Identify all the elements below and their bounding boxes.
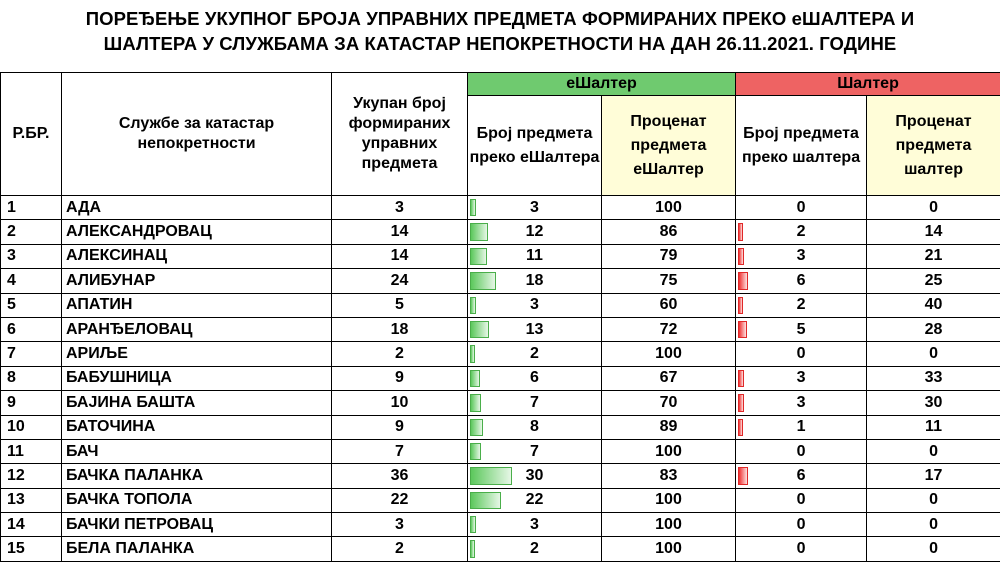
cell-total: 14 — [332, 220, 468, 244]
cell-value: 2 — [796, 223, 806, 241]
cell-rb: 7 — [1, 342, 62, 366]
cell-esh-count — [468, 317, 602, 341]
cell-value: 30 — [525, 466, 544, 484]
shalter-data-bar — [738, 297, 743, 314]
cell-esh-count — [468, 513, 602, 537]
cell-esh-pct: 100 — [602, 513, 736, 537]
cell-sh-count — [736, 317, 867, 341]
cell-sh-pct: 0 — [867, 537, 1000, 561]
cell-total: 22 — [332, 488, 468, 512]
cell-rb: 5 — [1, 293, 62, 317]
cell-esh-pct: 100 — [602, 537, 736, 561]
table-row — [1, 196, 1000, 220]
table-row — [1, 293, 1000, 317]
cell-esh-pct: 86 — [602, 220, 736, 244]
cell-office-name: БАБУШНИЦА — [62, 366, 332, 390]
cell-esh-count — [468, 196, 602, 220]
table-row — [1, 391, 1000, 415]
header-esh-count: Број предмета преко еШалтера — [468, 96, 602, 196]
cell-sh-count — [736, 415, 867, 439]
shalter-data-bar — [738, 321, 747, 338]
cell-office-name: АРИЉЕ — [62, 342, 332, 366]
cell-rb: 3 — [1, 244, 62, 268]
cell-value: 6 — [796, 466, 806, 484]
cell-rb: 14 — [1, 513, 62, 537]
cell-value: 3 — [530, 198, 539, 216]
cell-esh-count — [468, 269, 602, 293]
header-total: Укупан број формираних управних предмета — [332, 73, 468, 196]
cell-value: 22 — [525, 491, 544, 509]
table-row — [1, 513, 1000, 537]
header-office: Службе за катастар непокретности — [62, 73, 332, 196]
cell-esh-count — [468, 220, 602, 244]
cell-rb: 6 — [1, 317, 62, 341]
cell-office-name: БАЈИНА БАШТА — [62, 391, 332, 415]
cell-value: 8 — [530, 418, 539, 436]
cell-esh-count — [468, 537, 602, 561]
eshalter-data-bar — [470, 540, 475, 557]
header-shalter-group: Шалтер — [736, 73, 1000, 96]
cell-sh-count — [736, 269, 867, 293]
table-row — [1, 244, 1000, 268]
cell-sh-pct: 0 — [867, 196, 1000, 220]
cell-esh-pct: 100 — [602, 196, 736, 220]
cell-esh-count — [468, 488, 602, 512]
cell-total: 36 — [332, 464, 468, 488]
cell-total: 3 — [332, 513, 468, 537]
cell-rb: 10 — [1, 415, 62, 439]
eshalter-data-bar — [470, 248, 487, 265]
table-row — [1, 366, 1000, 390]
cell-sh-count — [736, 196, 867, 220]
shalter-data-bar — [738, 394, 744, 411]
cell-esh-pct: 67 — [602, 366, 736, 390]
header-eshalter-group: еШалтер — [468, 73, 736, 96]
cell-value: 7 — [530, 393, 539, 411]
table-row — [1, 415, 1000, 439]
cell-rb: 4 — [1, 269, 62, 293]
eshalter-data-bar — [470, 492, 501, 509]
cell-value: 2 — [796, 296, 806, 314]
cell-office-name: БАЧКА ПАЛАНКА — [62, 464, 332, 488]
cell-value: 3 — [796, 369, 806, 387]
cell-total: 18 — [332, 317, 468, 341]
cell-value: 3 — [796, 393, 806, 411]
table-row — [1, 317, 1000, 341]
header-sh-pct: Проценат предмета шалтер — [867, 96, 1000, 196]
cell-esh-pct: 100 — [602, 488, 736, 512]
cell-sh-count — [736, 391, 867, 415]
cell-rb: 11 — [1, 439, 62, 463]
shalter-data-bar — [738, 467, 748, 484]
cell-value: 0 — [796, 540, 806, 558]
cell-value: 7 — [530, 442, 539, 460]
cell-value: 0 — [796, 345, 806, 363]
cell-total: 7 — [332, 439, 468, 463]
cell-total: 5 — [332, 293, 468, 317]
document-title — [0, 6, 1000, 56]
table-row — [1, 220, 1000, 244]
cell-value: 6 — [796, 271, 806, 289]
eshalter-data-bar — [470, 443, 481, 460]
eshalter-data-bar — [470, 297, 476, 314]
cell-office-name: АРАНЂЕЛОВАЦ — [62, 317, 332, 341]
cell-sh-pct: 0 — [867, 439, 1000, 463]
title-line-2: ШАЛТЕРА У СЛУЖБАМА ЗА КАТАСТАР НЕПОКРЕТНОСТИ НА ДАН 26.11.2021. ГОДИНЕ — [103, 33, 897, 54]
cell-sh-pct: 0 — [867, 488, 1000, 512]
cell-sh-pct: 11 — [867, 415, 1000, 439]
cell-value: 0 — [796, 198, 806, 216]
cell-value: 12 — [525, 223, 544, 241]
shalter-data-bar — [738, 419, 743, 436]
eshalter-data-bar — [470, 370, 480, 387]
cell-esh-count — [468, 439, 602, 463]
cell-sh-count — [736, 513, 867, 537]
cell-total: 10 — [332, 391, 468, 415]
cell-value: 1 — [796, 418, 806, 436]
cell-office-name: БЕЛА ПАЛАНКА — [62, 537, 332, 561]
table-row — [1, 488, 1000, 512]
cell-rb: 2 — [1, 220, 62, 244]
cell-sh-count — [736, 464, 867, 488]
eshalter-data-bar — [470, 272, 496, 289]
table-row — [1, 269, 1000, 293]
cell-esh-count — [468, 342, 602, 366]
cell-esh-pct: 60 — [602, 293, 736, 317]
cell-esh-count — [468, 293, 602, 317]
cell-office-name: АЛЕКСИНАЦ — [62, 244, 332, 268]
cell-esh-pct: 89 — [602, 415, 736, 439]
cell-office-name: АЛЕКСАНДРОВАЦ — [62, 220, 332, 244]
shalter-data-bar — [738, 223, 743, 240]
cell-office-name: АПАТИН — [62, 293, 332, 317]
cell-total: 2 — [332, 342, 468, 366]
cell-office-name: АДА — [62, 196, 332, 220]
cell-esh-pct: 75 — [602, 269, 736, 293]
cell-sh-pct: 28 — [867, 317, 1000, 341]
cell-value: 18 — [525, 271, 544, 289]
cell-value: 0 — [796, 491, 806, 509]
cell-office-name: БАЧ — [62, 439, 332, 463]
eshalter-data-bar — [470, 516, 476, 533]
comparison-table — [0, 72, 1000, 562]
cell-sh-count — [736, 342, 867, 366]
table-row — [1, 464, 1000, 488]
table-row — [1, 439, 1000, 463]
header-group-row — [1, 73, 1000, 96]
cell-sh-pct: 0 — [867, 513, 1000, 537]
cell-total: 2 — [332, 537, 468, 561]
cell-esh-count — [468, 366, 602, 390]
cell-sh-count — [736, 366, 867, 390]
cell-esh-pct: 83 — [602, 464, 736, 488]
cell-office-name: БАЧКА ТОПОЛА — [62, 488, 332, 512]
table-row — [1, 342, 1000, 366]
cell-sh-count — [736, 244, 867, 268]
cell-esh-count — [468, 391, 602, 415]
cell-total: 9 — [332, 366, 468, 390]
eshalter-data-bar — [470, 419, 483, 436]
eshalter-data-bar — [470, 223, 488, 240]
cell-sh-pct: 14 — [867, 220, 1000, 244]
cell-total: 3 — [332, 196, 468, 220]
shalter-data-bar — [738, 272, 748, 289]
cell-esh-pct: 100 — [602, 342, 736, 366]
cell-sh-pct: 21 — [867, 244, 1000, 268]
table-row — [1, 537, 1000, 561]
cell-total: 24 — [332, 269, 468, 293]
cell-rb: 13 — [1, 488, 62, 512]
cell-esh-count — [468, 464, 602, 488]
shalter-data-bar — [738, 370, 744, 387]
cell-esh-pct: 72 — [602, 317, 736, 341]
cell-total: 14 — [332, 244, 468, 268]
cell-value: 5 — [796, 320, 806, 338]
cell-sh-count — [736, 488, 867, 512]
cell-sh-count — [736, 537, 867, 561]
cell-value: 0 — [796, 442, 806, 460]
eshalter-data-bar — [470, 467, 512, 484]
cell-value: 11 — [526, 247, 543, 265]
cell-total: 9 — [332, 415, 468, 439]
shalter-data-bar — [738, 248, 744, 265]
cell-esh-pct: 70 — [602, 391, 736, 415]
cell-esh-pct: 100 — [602, 439, 736, 463]
cell-rb: 9 — [1, 391, 62, 415]
cell-sh-pct: 30 — [867, 391, 1000, 415]
cell-value: 3 — [530, 515, 539, 533]
cell-office-name: АЛИБУНАР — [62, 269, 332, 293]
cell-sh-pct: 0 — [867, 342, 1000, 366]
cell-sh-count — [736, 439, 867, 463]
cell-sh-count — [736, 220, 867, 244]
cell-esh-count — [468, 415, 602, 439]
cell-value: 0 — [796, 515, 806, 533]
cell-sh-pct: 33 — [867, 366, 1000, 390]
cell-rb: 15 — [1, 537, 62, 561]
cell-value: 13 — [525, 320, 544, 338]
cell-esh-pct: 79 — [602, 244, 736, 268]
cell-rb: 8 — [1, 366, 62, 390]
cell-sh-count — [736, 293, 867, 317]
cell-office-name: БАЧКИ ПЕТРОВАЦ — [62, 513, 332, 537]
cell-sh-pct: 40 — [867, 293, 1000, 317]
cell-esh-count — [468, 244, 602, 268]
cell-office-name: БАТОЧИНА — [62, 415, 332, 439]
eshalter-data-bar — [470, 345, 475, 362]
title-line-1: ПОРЕЂЕЊЕ УКУПНОГ БРОЈА УПРАВНИХ ПРЕДМЕТА ФОРМИРАНИХ ПРЕКО еШАЛТЕРА И — [85, 8, 915, 29]
eshalter-data-bar — [470, 321, 489, 338]
cell-value: 2 — [530, 540, 539, 558]
cell-rb: 12 — [1, 464, 62, 488]
header-rb: Р.БР. — [1, 73, 62, 196]
cell-rb: 1 — [1, 196, 62, 220]
cell-value: 3 — [530, 296, 539, 314]
cell-value: 3 — [796, 247, 806, 265]
cell-sh-pct: 17 — [867, 464, 1000, 488]
cell-sh-pct: 25 — [867, 269, 1000, 293]
header-esh-pct: Проценат предмета еШалтер — [602, 96, 736, 196]
cell-value: 2 — [530, 345, 539, 363]
cell-value: 6 — [530, 369, 539, 387]
header-sh-count: Број предмета преко шалтера — [736, 96, 867, 196]
eshalter-data-bar — [470, 199, 476, 216]
eshalter-data-bar — [470, 394, 481, 411]
